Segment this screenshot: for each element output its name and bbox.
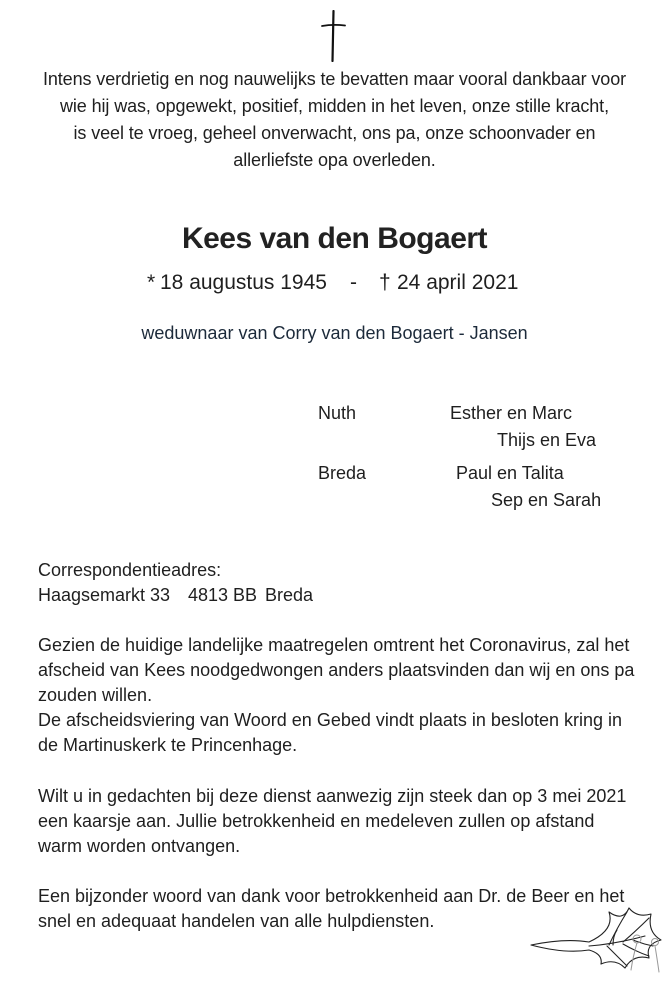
paragraph-line: snel en adequaat handelen van alle hulpdiensten. xyxy=(38,911,435,931)
date-separator: - xyxy=(350,271,357,294)
death-date: 24 april 2021 xyxy=(397,271,519,294)
paragraph-line: zouden willen. xyxy=(38,685,153,705)
family-parents: Paul en Talita xyxy=(456,463,564,483)
leaf-icon xyxy=(505,900,669,984)
family-place: Nuth xyxy=(318,403,357,423)
intro-line: Intens verdrietig en nog nauwelijks te bevatten maar vooral dankbaar voor xyxy=(42,69,627,89)
paragraph-farewell xyxy=(38,633,634,758)
paragraph-line: Wilt u in gedachten bij deze dienst aanwezig zijn steek dan op 3 mei 2021 xyxy=(38,786,627,806)
cross-icon xyxy=(318,10,348,62)
address-postcode: 4813 BB xyxy=(188,585,258,605)
address-street: Haagsemarkt 33 xyxy=(38,585,171,605)
family-parents: Esther en Marc xyxy=(450,403,573,423)
family-children: Sep en Sarah xyxy=(491,490,602,510)
paragraph-line: warm worden ontvangen. xyxy=(38,836,241,856)
intro-text xyxy=(20,66,649,174)
intro-line: is veel te vroeg, geheel onverwacht, ons pa, onze schoonvader en xyxy=(73,123,596,143)
paragraph-line: afscheid van Kees noodgedwongen anders plaatsvinden dan wij en ons pa xyxy=(38,660,635,680)
birth-date: 18 augustus 1945 xyxy=(160,271,327,294)
death-symbol: † xyxy=(379,271,391,294)
family-place: Breda xyxy=(318,463,367,483)
family-children: Thijs en Eva xyxy=(497,430,597,450)
birth-symbol: * xyxy=(147,271,156,294)
paragraph-line: een kaarsje aan. Jullie betrokkenheid en medeleven zullen op afstand xyxy=(38,811,595,831)
address-city: Breda xyxy=(265,585,314,605)
paragraph-candle xyxy=(38,784,626,859)
intro-line: wie hij was, opgewekt, positief, midden in het leven, onze stille kracht, xyxy=(60,96,609,116)
spouse-line: weduwnaar van Corry van den Bogaert - Jansen xyxy=(141,323,528,343)
deceased-name: Kees van den Bogaert xyxy=(181,222,488,255)
paragraph-line: Gezien de huidige landelijke maatregelen omtrent het Coronavirus, zal het xyxy=(38,635,630,655)
paragraph-line: de Martinuskerk te Princenhage. xyxy=(38,735,298,755)
intro-line: allerliefste opa overleden. xyxy=(233,150,436,170)
correspondence-label: Correspondentieadres: xyxy=(38,560,222,580)
paragraph-line: De afscheidsviering van Woord en Gebed vindt plaats in besloten kring in xyxy=(38,710,623,730)
paragraph-line: Een bijzonder woord van dank voor betrokkenheid aan Dr. de Beer en het xyxy=(38,886,625,906)
